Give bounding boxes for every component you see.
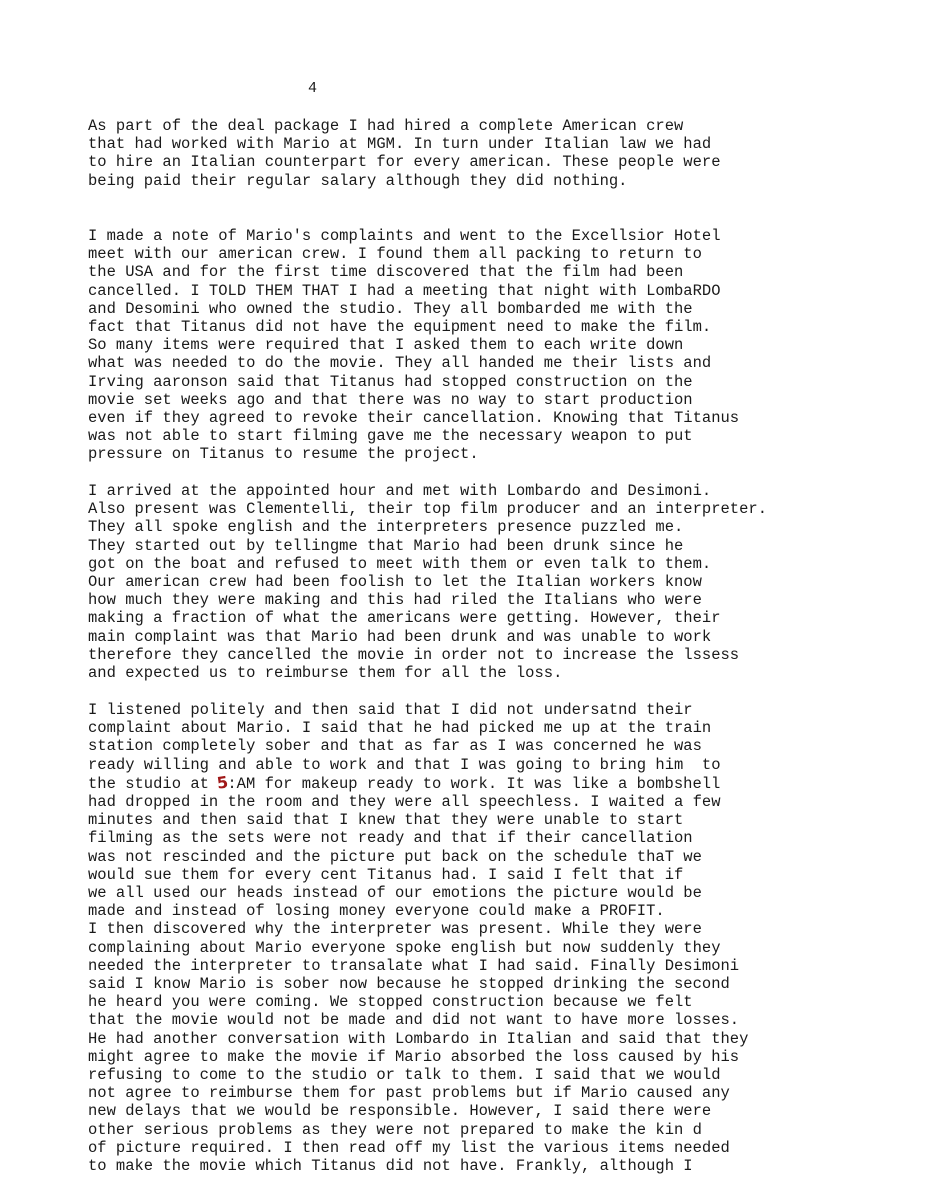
text-line: refusing to come to the studio or talk to them. I said that we would [88,1066,721,1085]
text-segment: :AM for makeup ready to work. It was like a bombshell [227,774,721,793]
text-line: not agree to reimburse them for past problems but if Mario caused any [88,1084,730,1103]
text-line: we all used our heads instead of our emotions the picture would be [88,884,702,903]
text-line: being paid their regular salary although they did nothing. [88,171,628,190]
text-line: the USA and for the first time discovered that the film had been [88,263,684,282]
text-line: I listened politely and then said that I did not undersatnd their [88,701,693,719]
text-line: ready willing and able to work and that I was going to bring him to [88,755,721,774]
text-line: was not able to start filming gave me the necessary weapon to put [88,427,693,446]
text-line: got on the boat and refused to meet with them or even talk to them. [88,554,712,573]
handwritten-correction: 5 [215,772,230,793]
text-line: would sue them for every cent Titanus had. I said I felt that if [88,865,684,884]
text-line: complaining about Mario everyone spoke english but now suddenly they [88,938,721,957]
text-line: was not rescinded and the picture put back on the schedule thaT we [88,847,702,866]
paragraph-3 [88,482,767,682]
text-line: filming as the sets were not ready and that if their cancellation [88,829,693,848]
text-line: movie set weeks ago and that there was no way to start production [88,390,693,409]
page-number: 4 [308,80,318,97]
text-line: how much they were making and this had riled the Italians who were [88,591,702,610]
text-line: therefore they cancelled the movie in order not to increase the lssess [88,645,740,664]
text-line: They all spoke english and the interpreters presence puzzled me. [88,518,684,537]
text-line: other serious problems as they were not prepared to make the kin d [88,1120,702,1139]
text-line: meet with our american crew. I found them all packing to return to [88,245,702,264]
text-line: what was needed to do the movie. They all handed me their lists and [88,354,712,373]
text-line: even if they agreed to revoke their cancellation. Knowing that Titanus [88,409,740,428]
text-line: making a fraction of what the americans were getting. However, their [88,609,721,628]
paragraph-1 [88,117,721,190]
text-line: might agree to make the movie if Mario absorbed the loss caused by his [88,1047,740,1066]
text-line: station completely sober and that as far as I was concerned he was [88,737,702,756]
text-line: he heard you were coming. We stopped construction because we felt [88,993,693,1012]
text-line: main complaint was that Mario had been drunk and was unable to work [88,627,712,646]
text-line: Irving aaronson said that Titanus had stopped construction on the [88,372,693,391]
text-line: I then discovered why the interpreter was present. While they were [88,920,702,939]
paragraph-2 [88,227,739,464]
text-line: Our american crew had been foolish to let the Italian workers know [88,573,702,592]
text-line: I arrived at the appointed hour and met with Lombardo and Desimoni. [88,482,712,500]
text-line: to hire an Italian counterpart for every american. These people were [88,153,721,172]
text-line: that had worked with Mario at MGM. In turn under Italian law we had [88,135,712,154]
text-line-with-handwritten-correction [88,774,748,793]
text-line: and Desomini who owned the studio. They all bombarded me with the [88,299,693,318]
text-line: made and instead of losing money everyone could make a PROFIT. [88,902,665,921]
text-line: minutes and then said that I knew that they were unable to start [88,811,684,830]
text-line: of picture required. I then read off my list the various items needed [88,1138,730,1157]
text-line: needed the interpreter to transalate what I had said. Finally Desimoni [88,956,740,975]
text-line: had dropped in the room and they were all speechless. I waited a few [88,793,721,812]
text-line: Also present was Clementelli, their top film producer and an interpreter. [88,500,768,519]
paragraph-4 [88,701,748,1175]
text-line: fact that Titanus did not have the equipment need to make the film. [88,318,712,337]
text-line: As part of the deal package I had hired a complete American crew [88,117,684,135]
text-line: to make the movie which Titanus did not have. Frankly, although I [88,1157,693,1176]
text-line: They started out by tellingme that Mario had been drunk since he [88,536,684,555]
text-segment: the studio at [88,774,219,793]
text-line: complaint about Mario. I said that he had picked me up at the train [88,719,712,738]
text-line: that the movie would not be made and did not want to have more losses. [88,1011,740,1030]
text-line: said I know Mario is sober now because he stopped drinking the second [88,975,730,994]
text-line: and expected us to reimburse them for all the loss. [88,664,563,683]
text-line: I made a note of Mario's complaints and went to the Excellsior Hotel [88,227,721,245]
text-line: pressure on Titanus to resume the project. [88,445,479,464]
text-line: new delays that we would be responsible. However, I said there were [88,1102,712,1121]
text-line: So many items were required that I asked them to each write down [88,336,684,355]
text-line: He had another conversation with Lombardo in Italian and said that they [88,1029,749,1048]
text-line: cancelled. I TOLD THEM THAT I had a meeting that night with LombaRDO [88,281,721,300]
